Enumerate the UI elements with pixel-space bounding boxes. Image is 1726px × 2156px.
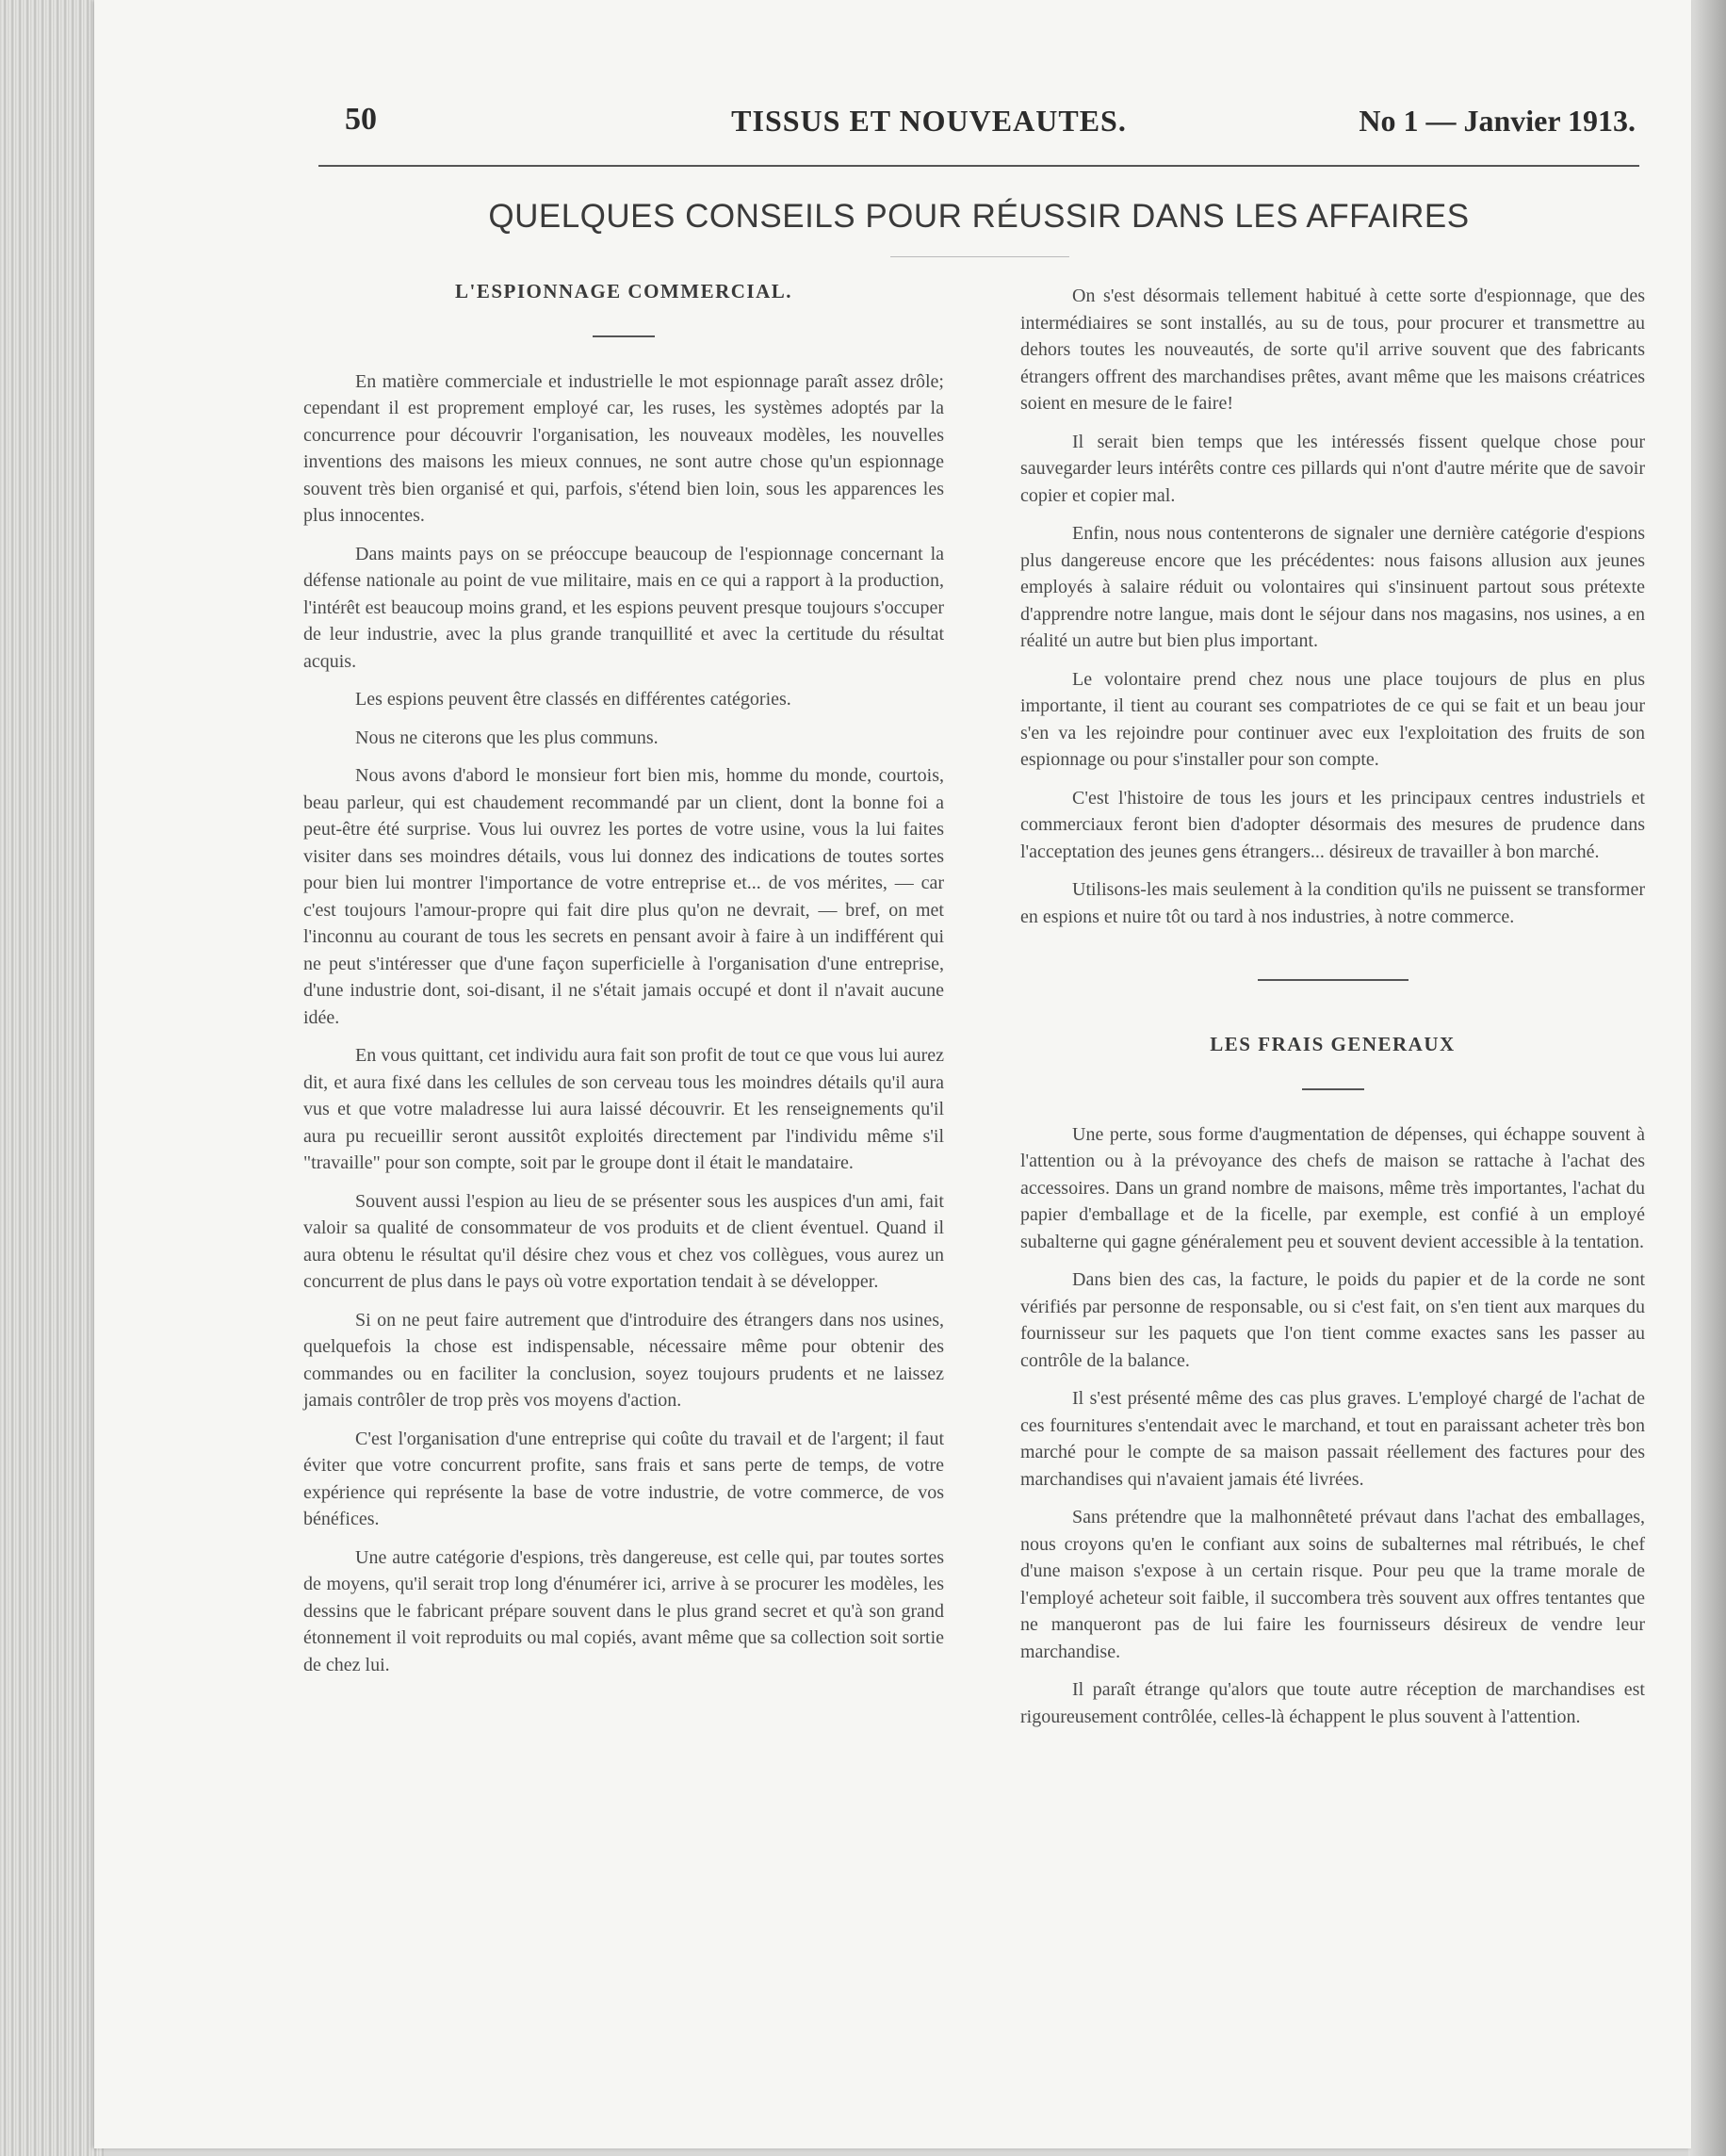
section-title-frais-generaux: LES FRAIS GENERAUX xyxy=(1210,1033,1456,1055)
header-divider xyxy=(318,165,1639,167)
running-header xyxy=(222,102,1636,158)
paragraph: En vous quittant, cet individu aura fait son profit de tout ce que vous lui aurez dit, et aura fixé dans les cellules de son cerveau tous les moindres détails qu'il aura vus et que votre maladresse lui aura laissé découvrir. Et les renseignements qu'il aura pu recueillir seront aussitôt exploités directement par l'individu même s'il "travaille" pour son compte, soit par le groupe dont il était le mandataire. xyxy=(303,1045,944,1173)
paragraph: Les espions peuvent être classés en différentes catégories. xyxy=(355,689,791,710)
right-column xyxy=(1020,283,1645,1741)
book-page-edges xyxy=(0,0,104,2156)
title-divider xyxy=(890,256,1069,257)
paragraph: Sans prétendre que la malhonnêteté prévaut dans l'achat des emballages, nous croyons qu'en le confiant aux soins de subalternes mal rétribués, le chef d'une maison s'expose à un certain risque. Pour peu que la trame morale de l'employé acheteur soit faible, il succombera très souvent aux offres tentantes que ne manqueront pas de lui faire les fournisseurs désireux de vendre leur marchandise. xyxy=(1020,1507,1645,1662)
paragraph: Il paraît étrange qu'alors que toute autre réception de marchandises est rigoureusement contrôlée, celles-là échappent le plus souvent à l'attention. xyxy=(1020,1679,1645,1727)
paragraph: Nous avons d'abord le monsieur fort bien mis, homme du monde, courtois, beau parleur, qui est chaudement recommandé par un client, dont la bonne foi a peut-être été surprise. Vous lui ouvrez les portes de votre usine, vous la lui faites visiter dans ses moindres détails, vous lui donnez des indications de toutes sortes pour bien lui montrer l'importance de votre entreprise et... de vos mérites, — car c'est toujours l'amour-propre qui fait dire plus qu'on ne devrait, — bref, on met l'inconnu au courant de tous les secrets en pensant avoir à faire à un indifférent qui ne peut s'intéresser que d'une façon superficielle à l'organisation d'une entreprise, d'une industrie dont, soi-disant, il ne s'était jamais occupé et dont il n'avait aucune idée. xyxy=(303,765,944,1028)
paragraph: Il s'est présenté même des cas plus graves. L'employé chargé de l'achat de ces fournitures s'entendait avec le marchand, et tout en paraissant acheter très bon marché pour le compte de sa maison passait réellement des factures pour des marchandises qui n'avaient jamais été livrées. xyxy=(1020,1388,1645,1490)
paragraph: C'est l'histoire de tous les jours et les principaux centres industriels et commerciaux feront bien d'adopter désormais des mesures de prudence dans l'acceptation des jeunes gens étrangers... désireux de travailler à bon marché. xyxy=(1020,787,1645,862)
paragraph: Il serait bien temps que les intéressés fissent quelque chose pour sauvegarder leurs intérêts contre ces pillards qui n'ont d'autre mérite que de savoir copier et copier mal. xyxy=(1020,431,1645,506)
journal-title: TISSUS ET NOUVEAUTES. xyxy=(731,104,1127,138)
article-title: QUELQUES CONSEILS POUR RÉUSSIR DANS LES AFFAIRES xyxy=(488,198,1470,235)
paragraph: On s'est désormais tellement habitué à cette sorte d'espionnage, que des intermédiaires se sont installés, au su de tous, pour procurer et transmettre au dehors toutes les nouveautés, de sorte qu'il arrive souvent que des fabricants étrangers offrent des marchandises prêtes, avant même que les maisons créatrices soient en mesure de le faire! xyxy=(1020,286,1645,414)
paragraph: En matière commerciale et industrielle le mot espionnage paraît assez drôle; cependant il est proprement employé car, les ruses, les systèmes adoptés par la concurrence pour découvrir l'organisation, les nouveaux modèles, les nouvelles inventions des maisons les mieux connues, ne sont autre chose qu'un espionnage souvent très bien organisé et qui, parfois, s'étend bien loin, sous les apparences les plus innocentes. xyxy=(303,370,944,526)
left-column xyxy=(303,278,944,1690)
paragraph: Le volontaire prend chez nous une place toujours de plus en plus importante, il tient au courant ses compatriotes de ce qui se fait et un beau jour s'en va les rejoindre pour continuer avec eux l'exploitation des fruits de son espionnage ou pour s'installer pour son compte. xyxy=(1020,668,1645,770)
section-divider xyxy=(593,335,655,337)
paragraph: Nous ne citerons que les plus communs. xyxy=(355,727,659,748)
paragraph: C'est l'organisation d'une entreprise qui coûte du travail et de l'argent; il faut éviter que votre concurrent profite, sans frais et sans perte de temps, de votre expérience qui représente la base de votre industrie, de votre commerce, de vos bénéfices. xyxy=(303,1428,944,1529)
paragraph: Dans maints pays on se préoccupe beaucoup de l'espionnage concernant la défense nationale au point de vue militaire, mais en ce qui a rapport à la production, l'intérêt est beaucoup moins grand, et les espions peuvent presque toujours s'occuper de leur industrie, avec la plus grande tranquillité et avec la certitude du résultat acquis. xyxy=(303,543,944,672)
paragraph: Si on ne peut faire autrement que d'introduire des étrangers dans nos usines, quelquefois la chose est indispensable, nécessaire même pour obtenir des commandes ou en faciliter la conclusion, soyez toujours prudents et ne laissez jamais contrôler de trop près vos moyens d'action. xyxy=(303,1309,944,1411)
page-number: 50 xyxy=(345,102,377,137)
paragraph: Souvent aussi l'espion au lieu de se présenter sous les auspices d'un ami, fait valoir sa qualité de consommateur de vos produits et de client éventuel. Quand il aura obtenu le résultat qu'il désire chez vous et chez vos collègues, vous aurez un concurrent de plus dans le pays où votre exportation tendait à se développer. xyxy=(303,1190,944,1292)
book-binding-shadow xyxy=(1688,0,1726,2156)
paragraph: Enfin, nous nous contenterons de signaler une dernière catégorie d'espions plus dangereuse encore que les précédentes: nous faisons allusion aux jeunes employés à salaire réduit ou volontaires qui s'insinuent partout sous prétexte d'apprendre notre langue, mais dont le séjour dans nos magasins, nos usines, a en réalité un autre but bien plus important. xyxy=(1020,523,1645,651)
paragraph: Utilisons-les mais seulement à la condition qu'ils ne puissent se transformer en espions et nuire tôt ou tard à nos industries, à notre commerce. xyxy=(1020,879,1645,927)
section-title-espionnage: L'ESPIONNAGE COMMERCIAL. xyxy=(454,280,793,302)
issue-date: No 1 — Janvier 1913. xyxy=(1359,104,1636,138)
paragraph: Une autre catégorie d'espions, très dangereuse, est celle qui, par toutes sortes de moyens, qu'il serait trop long d'énumérer ici, arrive à se procurer les modèles, les dessins que le fabricant prépare souvent dans le plus grand secret et qu'à son grand étonnement il voit reproduits ou mal copiés, avant même que sa collection soit sortie de chez lui. xyxy=(303,1546,944,1675)
section-separator xyxy=(1258,979,1408,981)
paragraph: Dans bien des cas, la facture, le poids du papier et de la corde ne sont vérifiés par personne de responsable, ou si c'est fait, on s'en tient aux marques du fournisseur sur les paquets que l'on tient comme exactes sans les passer au contrôle de la balance. xyxy=(1020,1269,1645,1371)
section-divider xyxy=(1302,1088,1364,1090)
paragraph: Une perte, sous forme d'augmentation de dépenses, qui échappe souvent à l'attention ou à la prévoyance des chefs de maison se rattache à l'achat des accessoires. Dans un grand nombre de maisons, même très importantes, l'achat du papier d'emballage et de la ficelle, par exemple, est confié à un employé subalterne qui gagne généralement peu et souvent devient accessible à la tentation. xyxy=(1020,1123,1645,1252)
